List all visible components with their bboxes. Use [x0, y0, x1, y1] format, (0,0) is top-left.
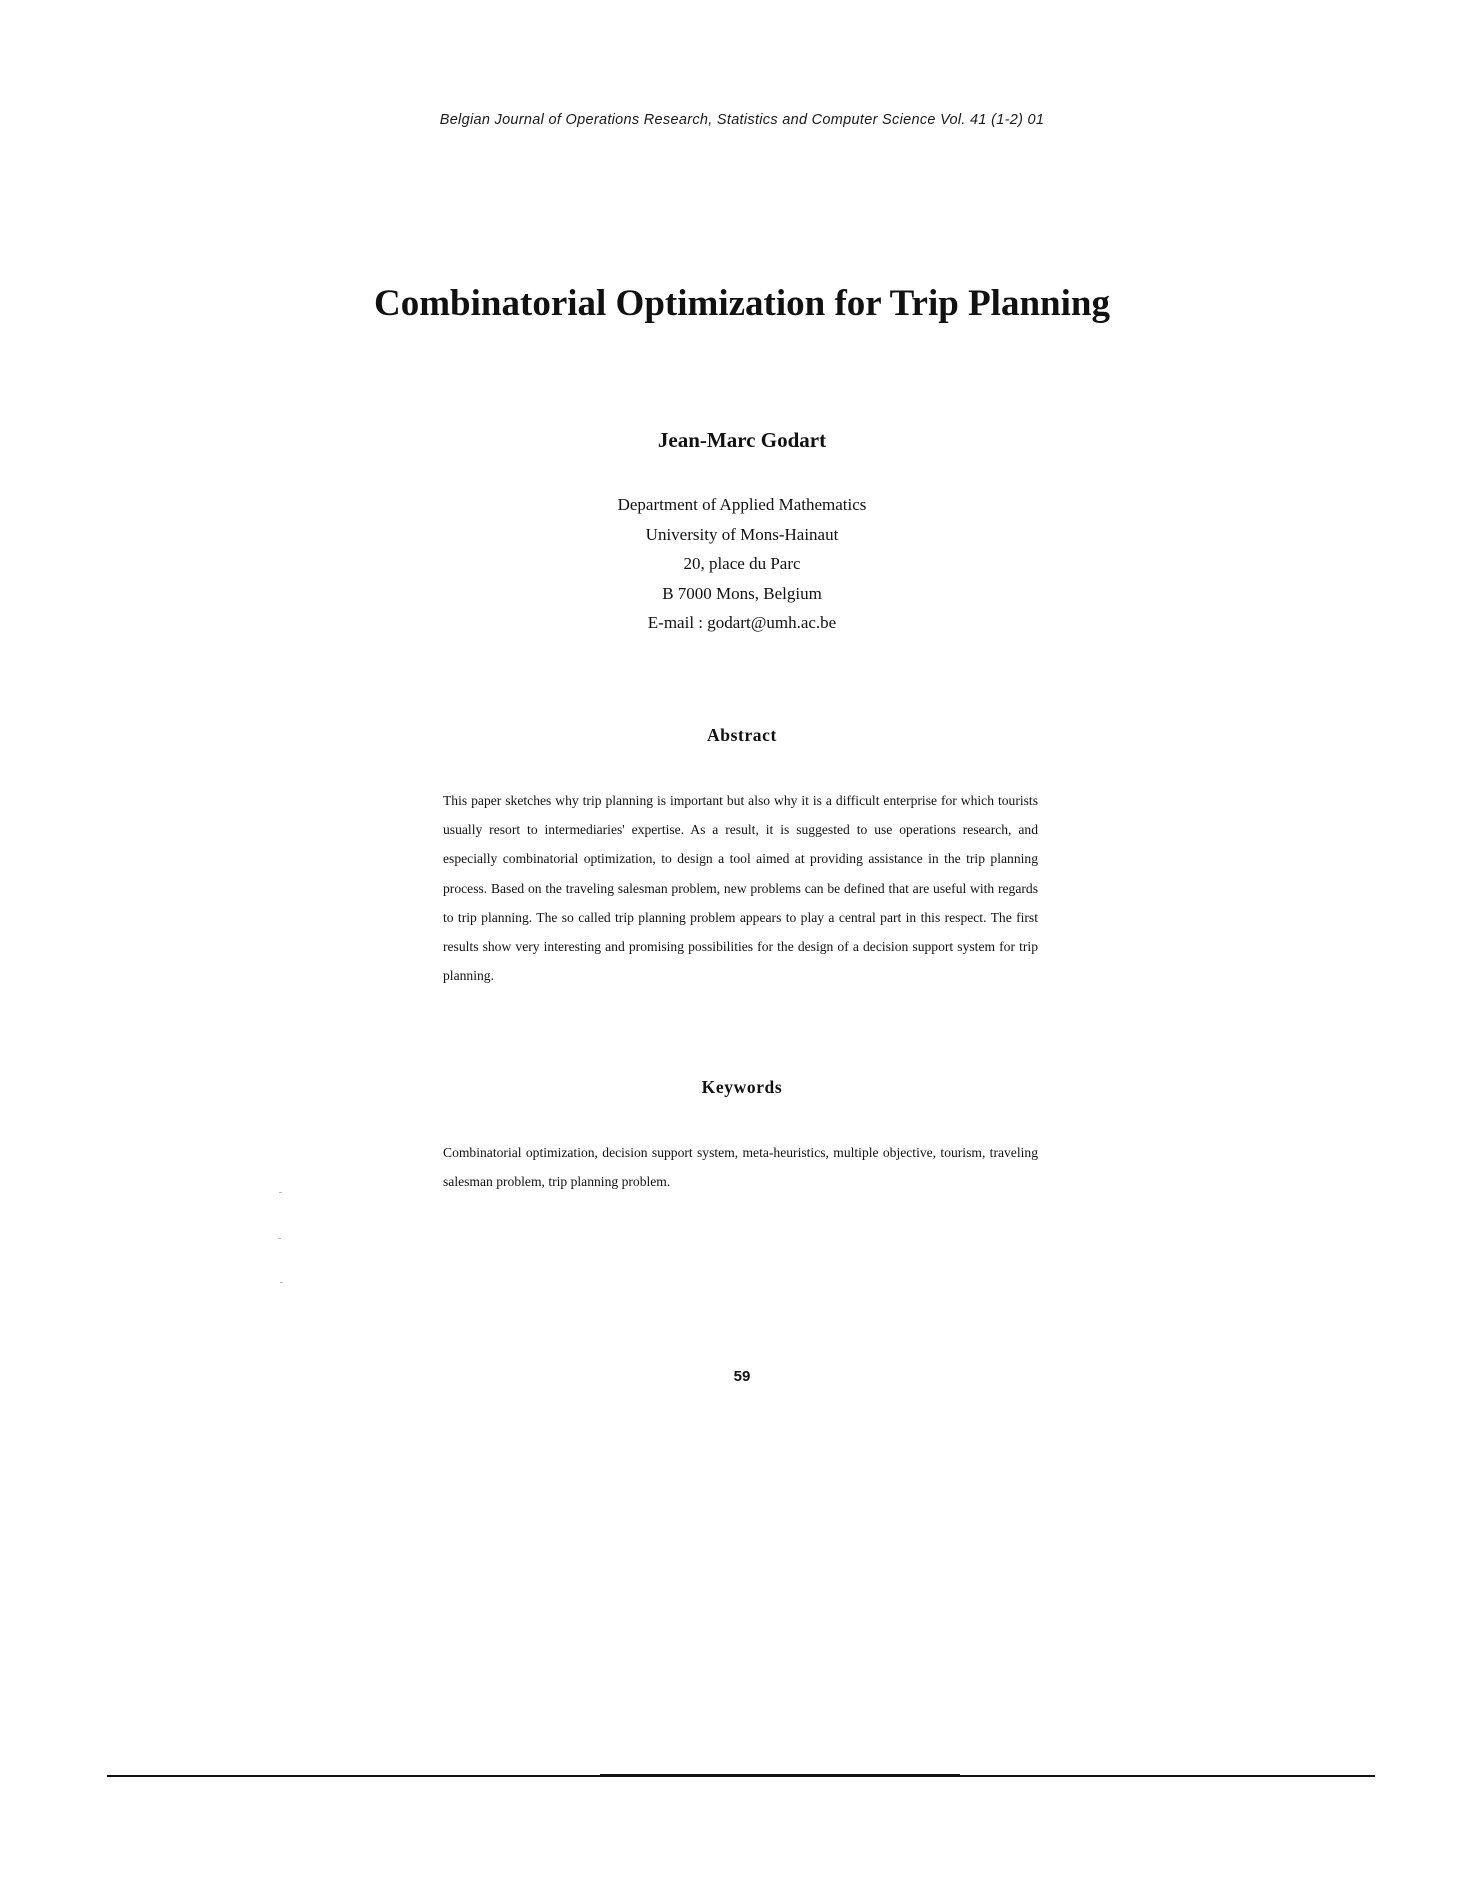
affiliation-city: B 7000 Mons, Belgium [662, 583, 822, 603]
abstract-text: This paper sketches why trip planning is important but also why it is a difficult enterprise for which tourists usually resort to intermediaries' expertise. As a result, it is suggested to use operations research, and especially combinatorial optimization, to design a tool aimed at providing assistance in the trip planning process. Based on the traveling salesman problem, new problems can be defined that are useful with regards to trip planning. The so called trip planning problem appears to play a central part in this respect. The first results show very interesting and promising possibilities for the design of a decision support system for trip planning. [443, 793, 1038, 984]
keywords-text: Combinatorial optimization, decision support system, meta-heuristics, multiple objective, tourism, traveling salesman problem, trip planning problem. [443, 1145, 1038, 1190]
affiliation-street: 20, place du Parc [683, 554, 801, 573]
page-number: 59 [733, 1368, 751, 1385]
keywords-heading: Keywords [701, 1077, 783, 1097]
paper-title: Combinatorial Optimization for Trip Planning [374, 283, 1110, 324]
affiliation-block [0, 490, 1484, 638]
abstract-heading: Abstract [707, 725, 777, 745]
affiliation-email: E-mail : godart@umh.ac.be [647, 613, 837, 632]
affiliation-university: University of Mons-Hainaut [645, 524, 839, 544]
footer-rule-thick-segment [600, 1774, 960, 1777]
scan-speck [279, 1192, 282, 1193]
author-name: Jean-Marc Godart [657, 428, 827, 452]
affiliation-department: Department of Applied Mathematics [617, 495, 867, 514]
scan-speck [278, 1238, 281, 1239]
scan-speck [280, 1282, 283, 1283]
running-head: Belgian Journal of Operations Research, Statistics and Computer Science Vol. 41 (1-2) 01 [439, 112, 1045, 128]
